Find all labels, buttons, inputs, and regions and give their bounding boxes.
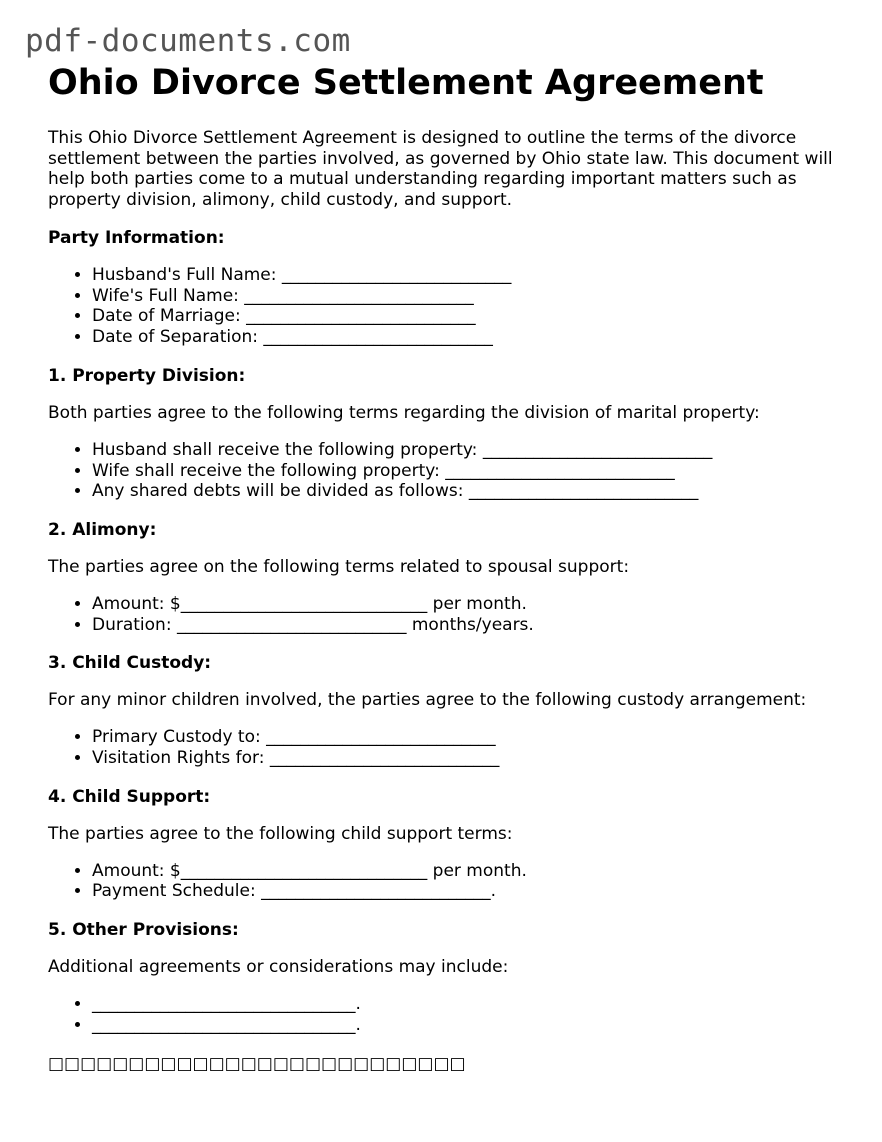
list-item: • Date of Marriage: ___________________________ — [92, 306, 848, 327]
list-item: • Husband shall receive the following property: ___________________________ — [92, 440, 848, 461]
child-custody-heading: 3. Child Custody: — [48, 653, 212, 674]
child-support-list — [48, 861, 848, 902]
property-division-list — [48, 440, 848, 502]
alimony-list — [48, 594, 848, 635]
list-item: • Husband's Full Name: ___________________________ — [92, 265, 848, 286]
list-item: • Amount: $_____________________________ per month. — [92, 861, 848, 882]
party-information-list — [48, 265, 848, 348]
list-item: • Visitation Rights for: ___________________________ — [92, 748, 848, 769]
child-support-heading: 4. Child Support: — [48, 786, 211, 807]
document-title: Ohio Divorce Settlement Agreement — [48, 63, 764, 103]
other-provisions-list — [48, 994, 848, 1035]
child-support-text: The parties agree to the following child support terms: — [48, 823, 513, 844]
intro-paragraph: This Ohio Divorce Settlement Agreement is designed to outline the terms of the divorce settlement between the parties involved, as governed by Ohio state law. This document will help both parties come to a mutual understanding regarding important matters such as property division, alimony, child custody, and support. — [48, 128, 833, 210]
list-item: • Payment Schedule: ___________________________. — [92, 881, 848, 902]
footer-text: □□□□□□□□□□□□□□□□□□□□□□□□□□ — [48, 1053, 466, 1074]
list-item: • Wife shall receive the following property: ___________________________ — [92, 461, 848, 482]
list-item: • Date of Separation: ___________________________ — [92, 327, 848, 348]
party-information-heading: Party Information: — [48, 228, 225, 248]
list-item: • Any shared debts will be divided as follows: ___________________________ — [92, 481, 848, 502]
alimony-text: The parties agree on the following terms related to spousal support: — [48, 556, 630, 577]
list-item: • _______________________________. — [92, 994, 848, 1015]
property-division-heading: 1. Property Division: — [48, 365, 246, 386]
list-item: • Duration: ___________________________ months/years. — [92, 615, 848, 636]
child-custody-list — [48, 727, 848, 768]
list-item: • Amount: $_____________________________ per month. — [92, 594, 848, 615]
alimony-heading: 2. Alimony: — [48, 519, 157, 540]
list-item: • Primary Custody to: ___________________________ — [92, 727, 848, 748]
other-provisions-heading: 5. Other Provisions: — [48, 920, 239, 941]
child-custody-text: For any minor children involved, the parties agree to the following custody arrangement: — [48, 690, 807, 711]
document-page — [48, 62, 848, 1074]
list-item: • _______________________________. — [92, 1015, 848, 1036]
property-division-text: Both parties agree to the following terms regarding the division of marital property: — [48, 402, 760, 423]
list-item: • Wife's Full Name: ___________________________ — [92, 286, 848, 307]
other-provisions-text: Additional agreements or considerations may include: — [48, 957, 509, 978]
watermark: pdf-documents.com — [25, 23, 351, 59]
